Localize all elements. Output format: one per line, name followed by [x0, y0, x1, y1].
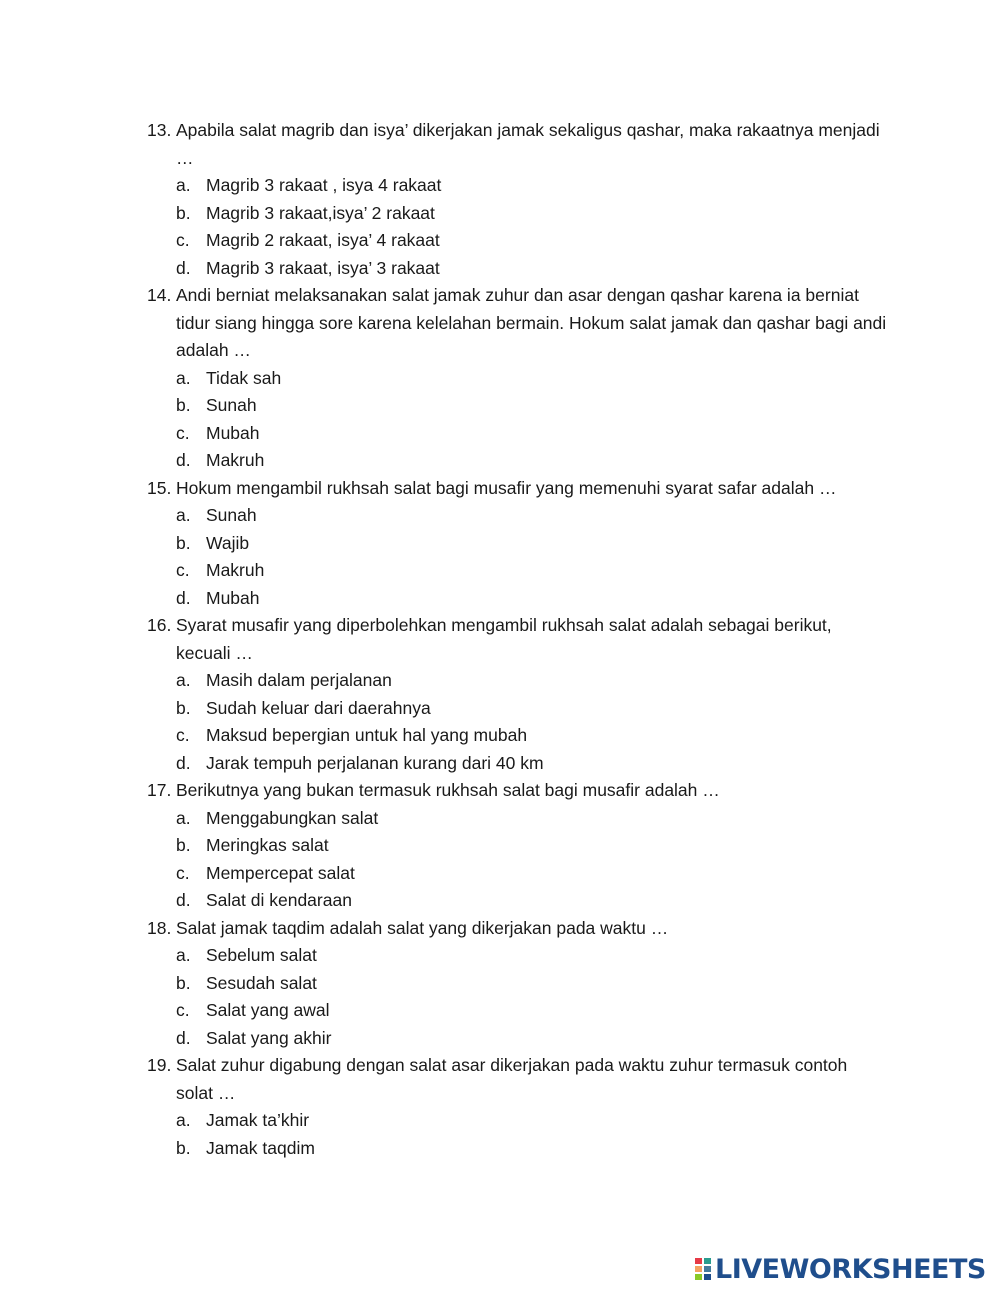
question [147, 475, 887, 503]
option-text: Jamak ta’khir [206, 1110, 310, 1130]
option-text: Mubah [206, 587, 260, 608]
option-letter: c. [176, 422, 190, 443]
answer-option[interactable] [176, 502, 887, 530]
option-letter: a. [176, 175, 191, 195]
option-text: Jamak taqdim [206, 1137, 315, 1158]
option-text: Mubah [206, 422, 260, 443]
answer-option[interactable] [176, 172, 887, 200]
option-letter: a. [176, 945, 191, 965]
option-letter: d. [176, 450, 191, 470]
question-number: 16. [147, 615, 172, 635]
option-letter: b. [176, 395, 191, 415]
question-block [147, 777, 887, 915]
answer-option[interactable] [176, 1025, 887, 1053]
logo-text: LIVEWORKSHEETS [715, 1253, 986, 1285]
option-text: Salat di kendaraan [206, 890, 352, 910]
option-list [176, 1107, 887, 1162]
option-text: Magrib 2 rakaat, isya’ 4 rakaat [206, 230, 440, 250]
question-text: Hokum mengambil rukhsah salat bagi musafir yang memenuhi syarat safar adalah … [176, 477, 837, 498]
question-text: Salat zuhur digabung dengan salat asar dikerjakan pada waktu zuhur termasuk contoh solat … [176, 1055, 848, 1103]
answer-option[interactable] [176, 200, 887, 228]
question-block [147, 612, 887, 777]
option-text: Sesudah salat [206, 972, 317, 993]
answer-option[interactable] [176, 832, 887, 860]
question [147, 915, 887, 943]
option-text: Jarak tempuh perjalanan kurang dari 40 km [206, 752, 544, 773]
answer-option[interactable] [176, 365, 887, 393]
answer-option[interactable] [176, 970, 887, 998]
question [147, 1052, 887, 1107]
answer-option[interactable] [176, 255, 887, 283]
answer-option[interactable] [176, 585, 887, 613]
question [147, 282, 887, 365]
option-list [176, 667, 887, 777]
question-number: 17. [147, 780, 172, 800]
option-letter: a. [176, 670, 191, 690]
answer-option[interactable] [176, 860, 887, 888]
question-block [147, 915, 887, 1053]
option-letter: b. [176, 972, 191, 993]
answer-option[interactable] [176, 667, 887, 695]
question-number: 18. [147, 917, 172, 938]
question-number: 15. [147, 477, 172, 498]
option-text: Magrib 3 rakaat,isya’ 2 rakaat [206, 202, 435, 223]
option-letter: c. [176, 1000, 190, 1020]
option-list [176, 942, 887, 1052]
answer-option[interactable] [176, 530, 887, 558]
option-text: Wajib [206, 532, 250, 553]
option-letter: b. [176, 697, 191, 718]
option-list [176, 172, 887, 282]
answer-option[interactable] [176, 942, 887, 970]
answer-option[interactable] [176, 805, 887, 833]
option-text: Mempercepat salat [206, 862, 355, 883]
option-text: Masih dalam perjalanan [206, 670, 392, 690]
option-letter: a. [176, 807, 191, 828]
option-letter: c. [176, 230, 190, 250]
answer-option[interactable] [176, 887, 887, 915]
answer-option[interactable] [176, 227, 887, 255]
answer-option[interactable] [176, 1135, 887, 1163]
question [147, 612, 887, 667]
option-text: Sebelum salat [206, 945, 317, 965]
question-text: Berikutnya yang bukan termasuk rukhsah salat bagi musafir adalah … [176, 780, 720, 800]
option-letter: a. [176, 505, 191, 525]
answer-option[interactable] [176, 557, 887, 585]
option-text: Sudah keluar dari daerahnya [206, 697, 431, 718]
option-letter: c. [176, 862, 190, 883]
option-letter: d. [176, 752, 191, 773]
option-text: Magrib 3 rakaat , isya 4 rakaat [206, 175, 442, 195]
question-list [147, 117, 887, 1162]
option-letter: b. [176, 532, 191, 553]
question-number: 14. [147, 285, 172, 305]
option-text: Menggabungkan salat [206, 807, 379, 828]
option-text: Sunah [206, 505, 257, 525]
answer-option[interactable] [176, 392, 887, 420]
option-list [176, 502, 887, 612]
option-list [176, 365, 887, 475]
option-letter: d. [176, 1027, 191, 1048]
option-letter: c. [176, 725, 190, 745]
option-letter: b. [176, 1137, 191, 1158]
option-letter: c. [176, 560, 190, 580]
option-text: Magrib 3 rakaat, isya’ 3 rakaat [206, 257, 440, 278]
question-text: Syarat musafir yang diperbolehkan mengambil rukhsah salat adalah sebagai berikut, kecuali … [176, 615, 832, 663]
question-block [147, 282, 887, 475]
option-letter: d. [176, 890, 191, 910]
question-block [147, 117, 887, 282]
answer-option[interactable] [176, 1107, 887, 1135]
option-letter: d. [176, 587, 191, 608]
answer-option[interactable] [176, 695, 887, 723]
answer-option[interactable] [176, 722, 887, 750]
option-text: Makruh [206, 450, 265, 470]
option-text: Tidak sah [206, 367, 282, 388]
question-block [147, 1052, 887, 1162]
question-number: 19. [147, 1055, 172, 1075]
logo-grid-icon [694, 1257, 712, 1281]
option-text: Sunah [206, 395, 257, 415]
answer-option[interactable] [176, 420, 887, 448]
question-text: Salat jamak taqdim adalah salat yang dikerjakan pada waktu … [176, 917, 669, 938]
option-text: Meringkas salat [206, 835, 329, 855]
question [147, 777, 887, 805]
option-letter: a. [176, 1110, 191, 1130]
option-text: Salat yang akhir [206, 1027, 332, 1048]
answer-option[interactable] [176, 447, 887, 475]
option-letter: b. [176, 835, 191, 855]
option-letter: b. [176, 202, 191, 223]
option-letter: d. [176, 257, 191, 278]
question [147, 117, 887, 172]
answer-option[interactable] [176, 997, 887, 1025]
answer-option[interactable] [176, 750, 887, 778]
option-text: Maksud bepergian untuk hal yang mubah [206, 725, 528, 745]
question-text: Apabila salat magrib dan isya’ dikerjakan jamak sekaligus qashar, maka rakaatnya menjadi … [176, 120, 880, 168]
question-block [147, 475, 887, 613]
option-text: Makruh [206, 560, 265, 580]
question-text: Andi berniat melaksanakan salat jamak zuhur dan asar dengan qashar karena ia berniat tidur siang hingga sore karena kelelahan bermain. Hokum salat jamak dan qashar bagi andi adalah … [176, 285, 887, 360]
question-number: 13. [147, 120, 172, 140]
option-text: Salat yang awal [206, 1000, 330, 1020]
option-list [176, 805, 887, 915]
liveworksheets-logo [694, 1254, 986, 1284]
option-letter: a. [176, 367, 191, 388]
